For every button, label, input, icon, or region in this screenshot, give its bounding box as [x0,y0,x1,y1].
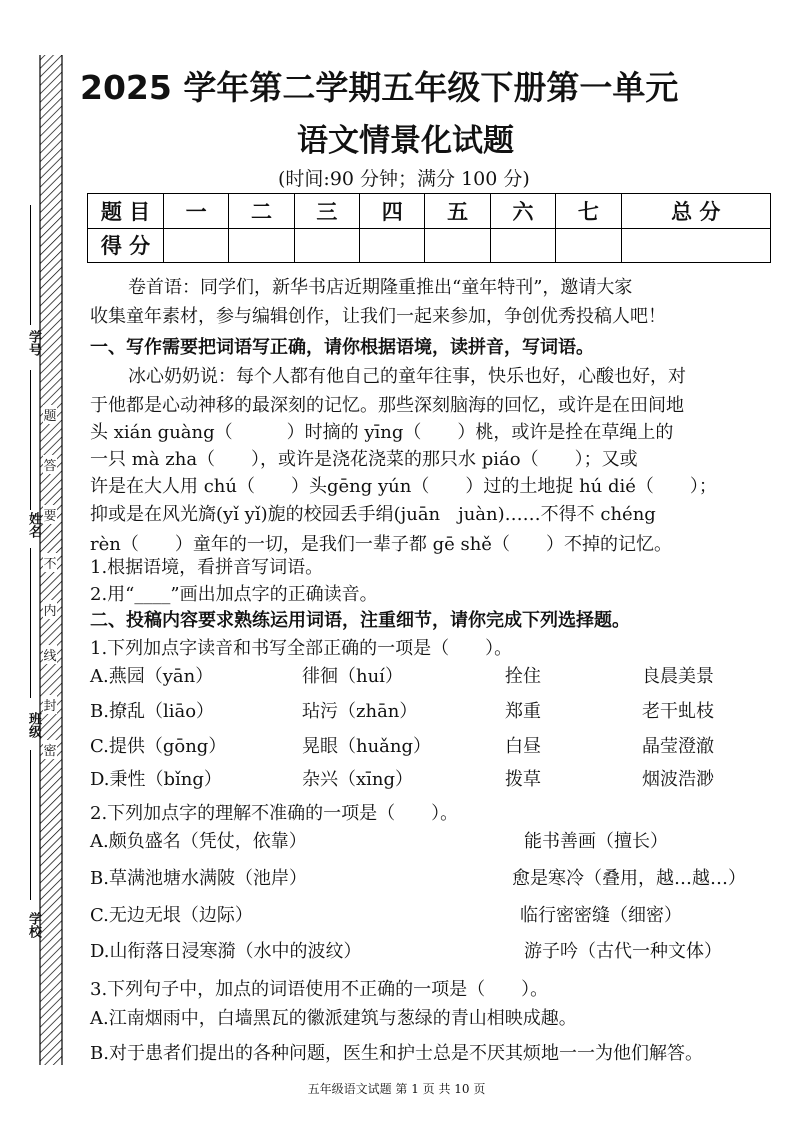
score-header-cell: 题 目 [88,194,164,229]
option-b-3: 郑重 [505,701,541,722]
seal-char: 线 [43,645,57,664]
passage-line: 一只 mà zha（ ），或许是浇花浇菜的那只水 piáo（ ）；又或 [90,449,638,470]
option-b-4: 老干虬枝 [642,701,714,722]
q2-option-d-2: 游子吟（古代一种文体） [524,941,722,962]
option-a-4: 良晨美景 [642,666,714,687]
question-2-2: 2.下列加点字的理解不准确的一项是（ ）。 [90,803,459,824]
option-a-2: 徘徊（huí） [302,666,403,687]
score-header-row [88,194,771,229]
score-header-cell: 六 [490,194,555,229]
score-header-cell: 一 [164,194,229,229]
seal-char: 题 [43,405,57,424]
score-cell[interactable] [490,228,555,263]
seal-column [40,55,60,1065]
seal-char: 封 [43,695,57,714]
class-label: 班级 [26,712,41,738]
score-table [87,193,771,263]
score-value-row [88,228,771,263]
school-line [30,750,32,900]
score-header-cell: 七 [556,194,621,229]
section-1-title: 一、写作需要把词语写正确，请你根据语境，读拼音，写词语。 [90,337,594,358]
option-c-4: 晶莹澄澈 [642,736,714,757]
option-a-3: 拴住 [505,666,541,687]
score-cell[interactable] [229,228,294,263]
q3-option-a[interactable]: A.江南烟雨中，白墙黑瓦的徽派建筑与葱绿的青山相映成趣。 [90,1008,577,1029]
option-b-1[interactable]: B.撩乱（liāo） [90,701,215,722]
class-line [30,548,32,698]
option-c-3: 白昼 [505,736,541,757]
score-header-cell: 四 [360,194,425,229]
question-2-3: 3.下列句子中，加点的词语使用不正确的一项是（ ）。 [90,979,549,1000]
seal-char: 要 [43,505,57,524]
id-line [30,205,32,325]
score-cell[interactable] [556,228,621,263]
option-a-1[interactable]: A.燕园（yān） [90,666,214,687]
school-label: 学校 [26,912,41,938]
passage-line: 于他都是心动神移的最深刻的记忆。那些深刻脑海的回忆，或许是在田间地 [90,395,684,416]
option-b-2: 玷污（zhān） [302,701,418,722]
option-d-1[interactable]: D.秉性（bǐng） [90,769,222,790]
seal-char: 密 [43,740,57,759]
score-cell[interactable] [621,228,770,263]
option-c-1[interactable]: C.提供（gōng） [90,736,227,757]
intro-text: 卷首语：同学们，新华书店近期隆重推出“童年特刊”，邀请大家 [128,277,633,298]
score-header-cell: 五 [425,194,490,229]
option-d-4: 烟波浩渺 [642,769,714,790]
student-id-label: 学号 [26,330,41,356]
page-footer: 五年级语文试题 第 1 页 共 10 页 [307,1082,486,1096]
name-line-top [30,370,32,510]
passage-line: 头 xián guàng（ ）时摘的 yīng（ ）桃，或许是拴在草绳上的 [90,422,674,443]
q2-option-b-2: 愈是寒冷（叠用，越…越…） [512,868,746,889]
seal-char: 答 [43,455,57,474]
option-d-3: 拨草 [505,769,541,790]
passage-line: 许是在大人用 chú（ ）头gēng yún（ ）过的土地捉 hú dié（ ）； [90,476,717,497]
score-cell[interactable] [425,228,490,263]
q2-option-c-2: 临行密密缝（细密） [520,905,682,926]
q2-option-b-1[interactable]: B.草满池塘水满陂（池岸） [90,868,307,889]
score-header-cell: 三 [294,194,359,229]
seal-char: 不 [43,553,57,572]
seal-char: 内 [43,600,57,619]
passage-line: 抑或是在风光旖(yǐ yǐ)旎的校园丢手绢(juān juàn)……不得不 chéng [90,504,656,525]
question-2-1: 1.下列加点字读音和书写全部正确的一项是（ ）。 [90,638,513,659]
section-2-title: 二、投稿内容要求熟练运用词语，注重细节，请你完成下列选择题。 [90,610,630,631]
passage-line: rèn（ ）童年的一切，是我们一辈子都 gē shě（ ）不掉的记忆。 [90,534,672,555]
score-row-label: 得 分 [88,228,164,263]
name-label: 姓名 [26,512,41,538]
intro-text: 收集童年素材，参与编辑创作，让我们一起来参加，争创优秀投稿人吧！ [90,306,666,327]
option-c-2: 晃眼（huǎng） [302,736,432,757]
question-1-1: 1.根据语境，看拼音写词语。 [90,557,324,578]
passage-line: 冰心奶奶说：每个人都有他自己的童年往事，快乐也好，心酸也好，对 [128,366,686,387]
option-d-2: 杂兴（xīng） [302,769,414,790]
score-header-cell: 二 [229,194,294,229]
score-cell[interactable] [294,228,359,263]
page-title: 2025 学年第二学期五年级下册第一单元 [80,68,679,107]
question-1-2: 2.用“____”画出加点字的正确读音。 [90,584,378,605]
q2-option-d-1[interactable]: D.山衔落日浸寒漪（水中的波纹） [90,941,362,962]
score-header-cell: 总 分 [621,194,770,229]
exam-subtitle: (时间:90 分钟；满分 100 分) [278,168,530,190]
q2-option-a-2: 能书善画（擅长） [524,831,668,852]
score-cell[interactable] [360,228,425,263]
score-cell[interactable] [164,228,229,263]
q2-option-a-1[interactable]: A.颇负盛名（凭仗，依靠） [90,831,307,852]
q3-option-b[interactable]: B.对于患者们提出的各种问题，医生和护士总是不厌其烦地一一为他们解答。 [90,1043,703,1064]
page-title-line2: 语文情景化试题 [297,123,514,159]
q2-option-c-1[interactable]: C.无边无垠（边际） [90,905,253,926]
